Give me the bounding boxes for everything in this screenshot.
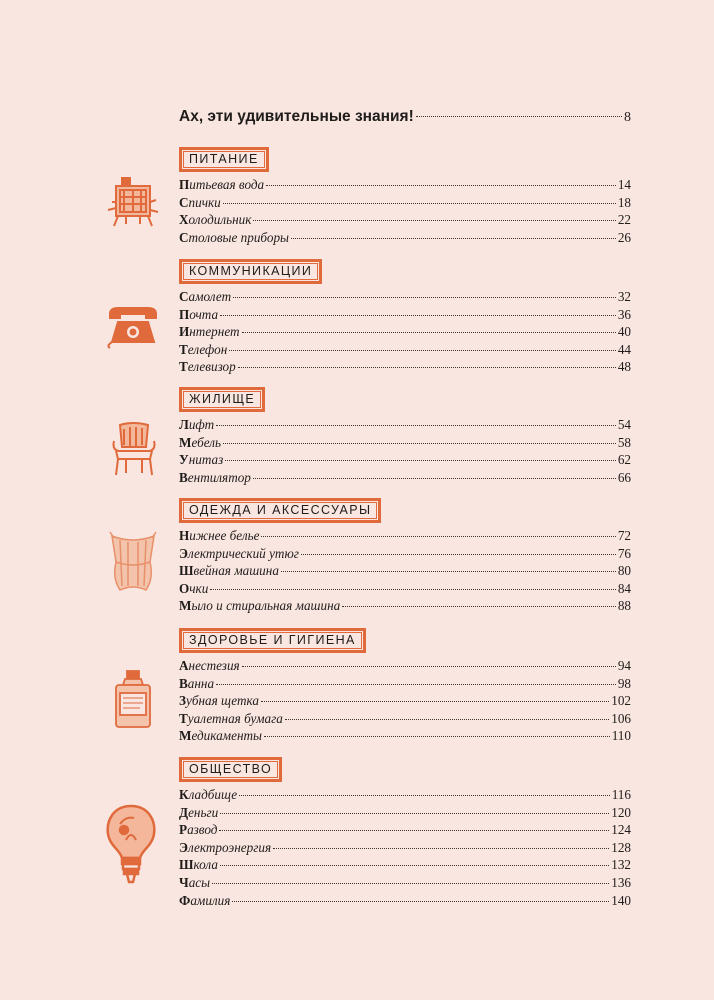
entry-title: Часы xyxy=(179,874,211,890)
toc-entry[interactable] xyxy=(179,711,631,729)
entry-page-number: 140 xyxy=(611,892,631,908)
entry-page-number: 98 xyxy=(617,675,631,691)
section-header: ПИТАНИЕ xyxy=(179,147,269,172)
dot-leader xyxy=(223,203,616,204)
toc-entry[interactable] xyxy=(179,581,631,599)
dot-leader xyxy=(216,684,616,685)
entry-title: Почта xyxy=(179,306,219,322)
dot-leader xyxy=(223,443,616,444)
toc-entry[interactable] xyxy=(179,676,631,694)
entry-page-number: 116 xyxy=(611,787,631,802)
toc-entry[interactable] xyxy=(179,230,631,248)
toc-entry[interactable] xyxy=(179,693,631,711)
entry-page-number: 80 xyxy=(617,563,631,579)
medicine-bottle-icon xyxy=(110,669,156,731)
toc-entry[interactable] xyxy=(179,528,631,546)
entry-page-number: 132 xyxy=(611,857,631,873)
entry-title: Телевизор xyxy=(179,359,236,375)
section-header: ЗДОРОВЬЕ И ГИГИЕНА xyxy=(179,628,366,653)
entry-title: Зубная щетка xyxy=(179,693,259,709)
dot-leader xyxy=(239,795,610,796)
entry-title: Электроэнергия xyxy=(179,839,272,855)
entry-title: Развод xyxy=(179,822,218,838)
toc-entry[interactable] xyxy=(179,435,631,453)
entry-title: Интернет xyxy=(179,324,240,340)
dot-leader xyxy=(242,332,616,333)
section-header: ОДЕЖДА И АКСЕССУАРЫ xyxy=(179,498,381,523)
dot-leader xyxy=(212,883,609,884)
toc-entry[interactable] xyxy=(179,212,631,230)
entry-title: Очки xyxy=(179,580,209,596)
entry-page-number: 32 xyxy=(617,289,631,304)
entry-title: Лифт xyxy=(179,417,215,432)
intro-title: Ах, эти удивительные знания! xyxy=(179,108,414,125)
toc-entry[interactable] xyxy=(179,452,631,470)
entry-title: Столовые приборы xyxy=(179,229,289,245)
toc-entry[interactable] xyxy=(179,893,631,911)
entry-title: Анестезия xyxy=(179,658,240,673)
entry-title: Унитаз xyxy=(179,452,224,468)
entry-title: Деньги xyxy=(179,804,219,820)
toc-entry[interactable] xyxy=(179,563,631,581)
entry-page-number: 88 xyxy=(617,598,631,614)
entry-page-number: 40 xyxy=(617,324,631,340)
entry-page-number: 48 xyxy=(617,359,631,375)
intro-page-number: 8 xyxy=(624,110,631,125)
toc-entry[interactable] xyxy=(179,342,631,360)
entry-page-number: 120 xyxy=(611,804,631,820)
telephone-icon xyxy=(104,302,162,350)
section-society xyxy=(179,757,631,910)
entry-page-number: 22 xyxy=(617,212,631,228)
entry-page-number: 66 xyxy=(617,469,631,485)
entry-page-number: 36 xyxy=(617,306,631,322)
entry-title: Мыло и стиральная машина xyxy=(179,598,341,614)
toc-entry[interactable] xyxy=(179,598,631,616)
intro-entry[interactable] xyxy=(179,108,631,126)
entry-page-number: 62 xyxy=(617,452,631,468)
entry-page-number: 76 xyxy=(617,545,631,561)
entry-page-number: 94 xyxy=(617,658,631,673)
entry-title: Холодильник xyxy=(179,212,252,228)
toc-entry[interactable] xyxy=(179,875,631,893)
entry-title: Вентилятор xyxy=(179,469,251,485)
entry-title: Медикаменты xyxy=(179,728,262,744)
dot-leader xyxy=(220,315,616,316)
dot-leader xyxy=(225,460,616,461)
section-clothing xyxy=(179,498,631,616)
dot-leader xyxy=(253,220,615,221)
dot-leader xyxy=(266,185,616,186)
entry-title: Туалетная бумага xyxy=(179,710,283,726)
section-header: ОБЩЕСТВО xyxy=(179,757,282,782)
entry-title: Самолет xyxy=(179,289,232,304)
dot-leader xyxy=(233,297,616,298)
dot-leader xyxy=(232,901,609,902)
entry-page-number: 44 xyxy=(617,341,631,357)
dot-leader xyxy=(261,536,615,537)
entry-page-number: 26 xyxy=(617,229,631,245)
entry-page-number: 54 xyxy=(617,417,631,432)
corset-icon xyxy=(106,530,160,594)
section-communications xyxy=(179,259,631,377)
entry-title: Питьевая вода xyxy=(179,177,265,192)
entry-page-number: 102 xyxy=(611,693,631,709)
entry-title: Спички xyxy=(179,194,221,210)
entry-page-number: 128 xyxy=(611,839,631,855)
entry-title: Швейная машина xyxy=(179,563,279,579)
entry-page-number: 58 xyxy=(617,434,631,450)
entry-page-number: 124 xyxy=(611,822,631,838)
dot-leader xyxy=(342,606,616,607)
entry-title: Ванна xyxy=(179,675,215,691)
dot-leader xyxy=(253,478,616,479)
entry-title: Фамилия xyxy=(179,892,231,908)
toc-entry[interactable] xyxy=(179,307,631,325)
dot-leader xyxy=(261,701,609,702)
toc-entry[interactable] xyxy=(179,359,631,377)
toc-entry[interactable] xyxy=(179,470,631,488)
entry-page-number: 18 xyxy=(617,194,631,210)
toc-entry[interactable] xyxy=(179,177,631,195)
entry-page-number: 14 xyxy=(617,177,631,192)
section-health xyxy=(179,628,631,746)
entry-title: Мебель xyxy=(179,434,222,450)
toc-entry[interactable] xyxy=(179,289,631,307)
entry-page-number: 84 xyxy=(617,580,631,596)
entry-page-number: 72 xyxy=(617,528,631,543)
section-header: КОММУНИКАЦИИ xyxy=(179,259,322,284)
dot-leader xyxy=(220,865,609,866)
dot-leader xyxy=(291,238,616,239)
dot-leader xyxy=(216,425,616,426)
entry-title: Кладбище xyxy=(179,787,238,802)
dot-leader xyxy=(220,813,609,814)
dot-leader xyxy=(301,554,616,555)
dot-leader xyxy=(264,736,610,737)
entry-title: Телефон xyxy=(179,341,228,357)
dot-leader xyxy=(238,367,616,368)
dot-leader xyxy=(273,848,609,849)
toc-entry[interactable] xyxy=(179,546,631,564)
toc-entry[interactable] xyxy=(179,840,631,858)
dot-leader xyxy=(242,666,616,667)
dot-leader xyxy=(229,350,616,351)
dot-leader xyxy=(219,830,609,831)
toc-entry[interactable] xyxy=(179,787,631,805)
toc-entry[interactable] xyxy=(179,417,631,435)
section-housing xyxy=(179,387,631,487)
toc-entry[interactable] xyxy=(179,728,631,746)
toc-entry[interactable] xyxy=(179,324,631,342)
dot-leader xyxy=(285,719,609,720)
armchair-icon xyxy=(108,419,158,477)
toc-entry[interactable] xyxy=(179,857,631,875)
toc-entry[interactable] xyxy=(179,658,631,676)
toc-entry[interactable] xyxy=(179,805,631,823)
dot-leader xyxy=(416,116,622,117)
entry-page-number: 106 xyxy=(611,710,631,726)
dot-leader xyxy=(281,571,616,572)
light-bulb-icon xyxy=(100,800,162,886)
stove-icon xyxy=(104,172,162,230)
toc-entry[interactable] xyxy=(179,822,631,840)
entry-title: Школа xyxy=(179,857,218,873)
toc-entry[interactable] xyxy=(179,195,631,213)
entry-title: Нижнее белье xyxy=(179,528,260,543)
section-header: ЖИЛИЩЕ xyxy=(179,387,265,412)
dot-leader xyxy=(210,589,615,590)
entry-page-number: 110 xyxy=(611,728,631,744)
entry-title: Электрический утюг xyxy=(179,545,299,561)
section-nutrition xyxy=(179,147,631,247)
entry-page-number: 136 xyxy=(611,874,631,890)
